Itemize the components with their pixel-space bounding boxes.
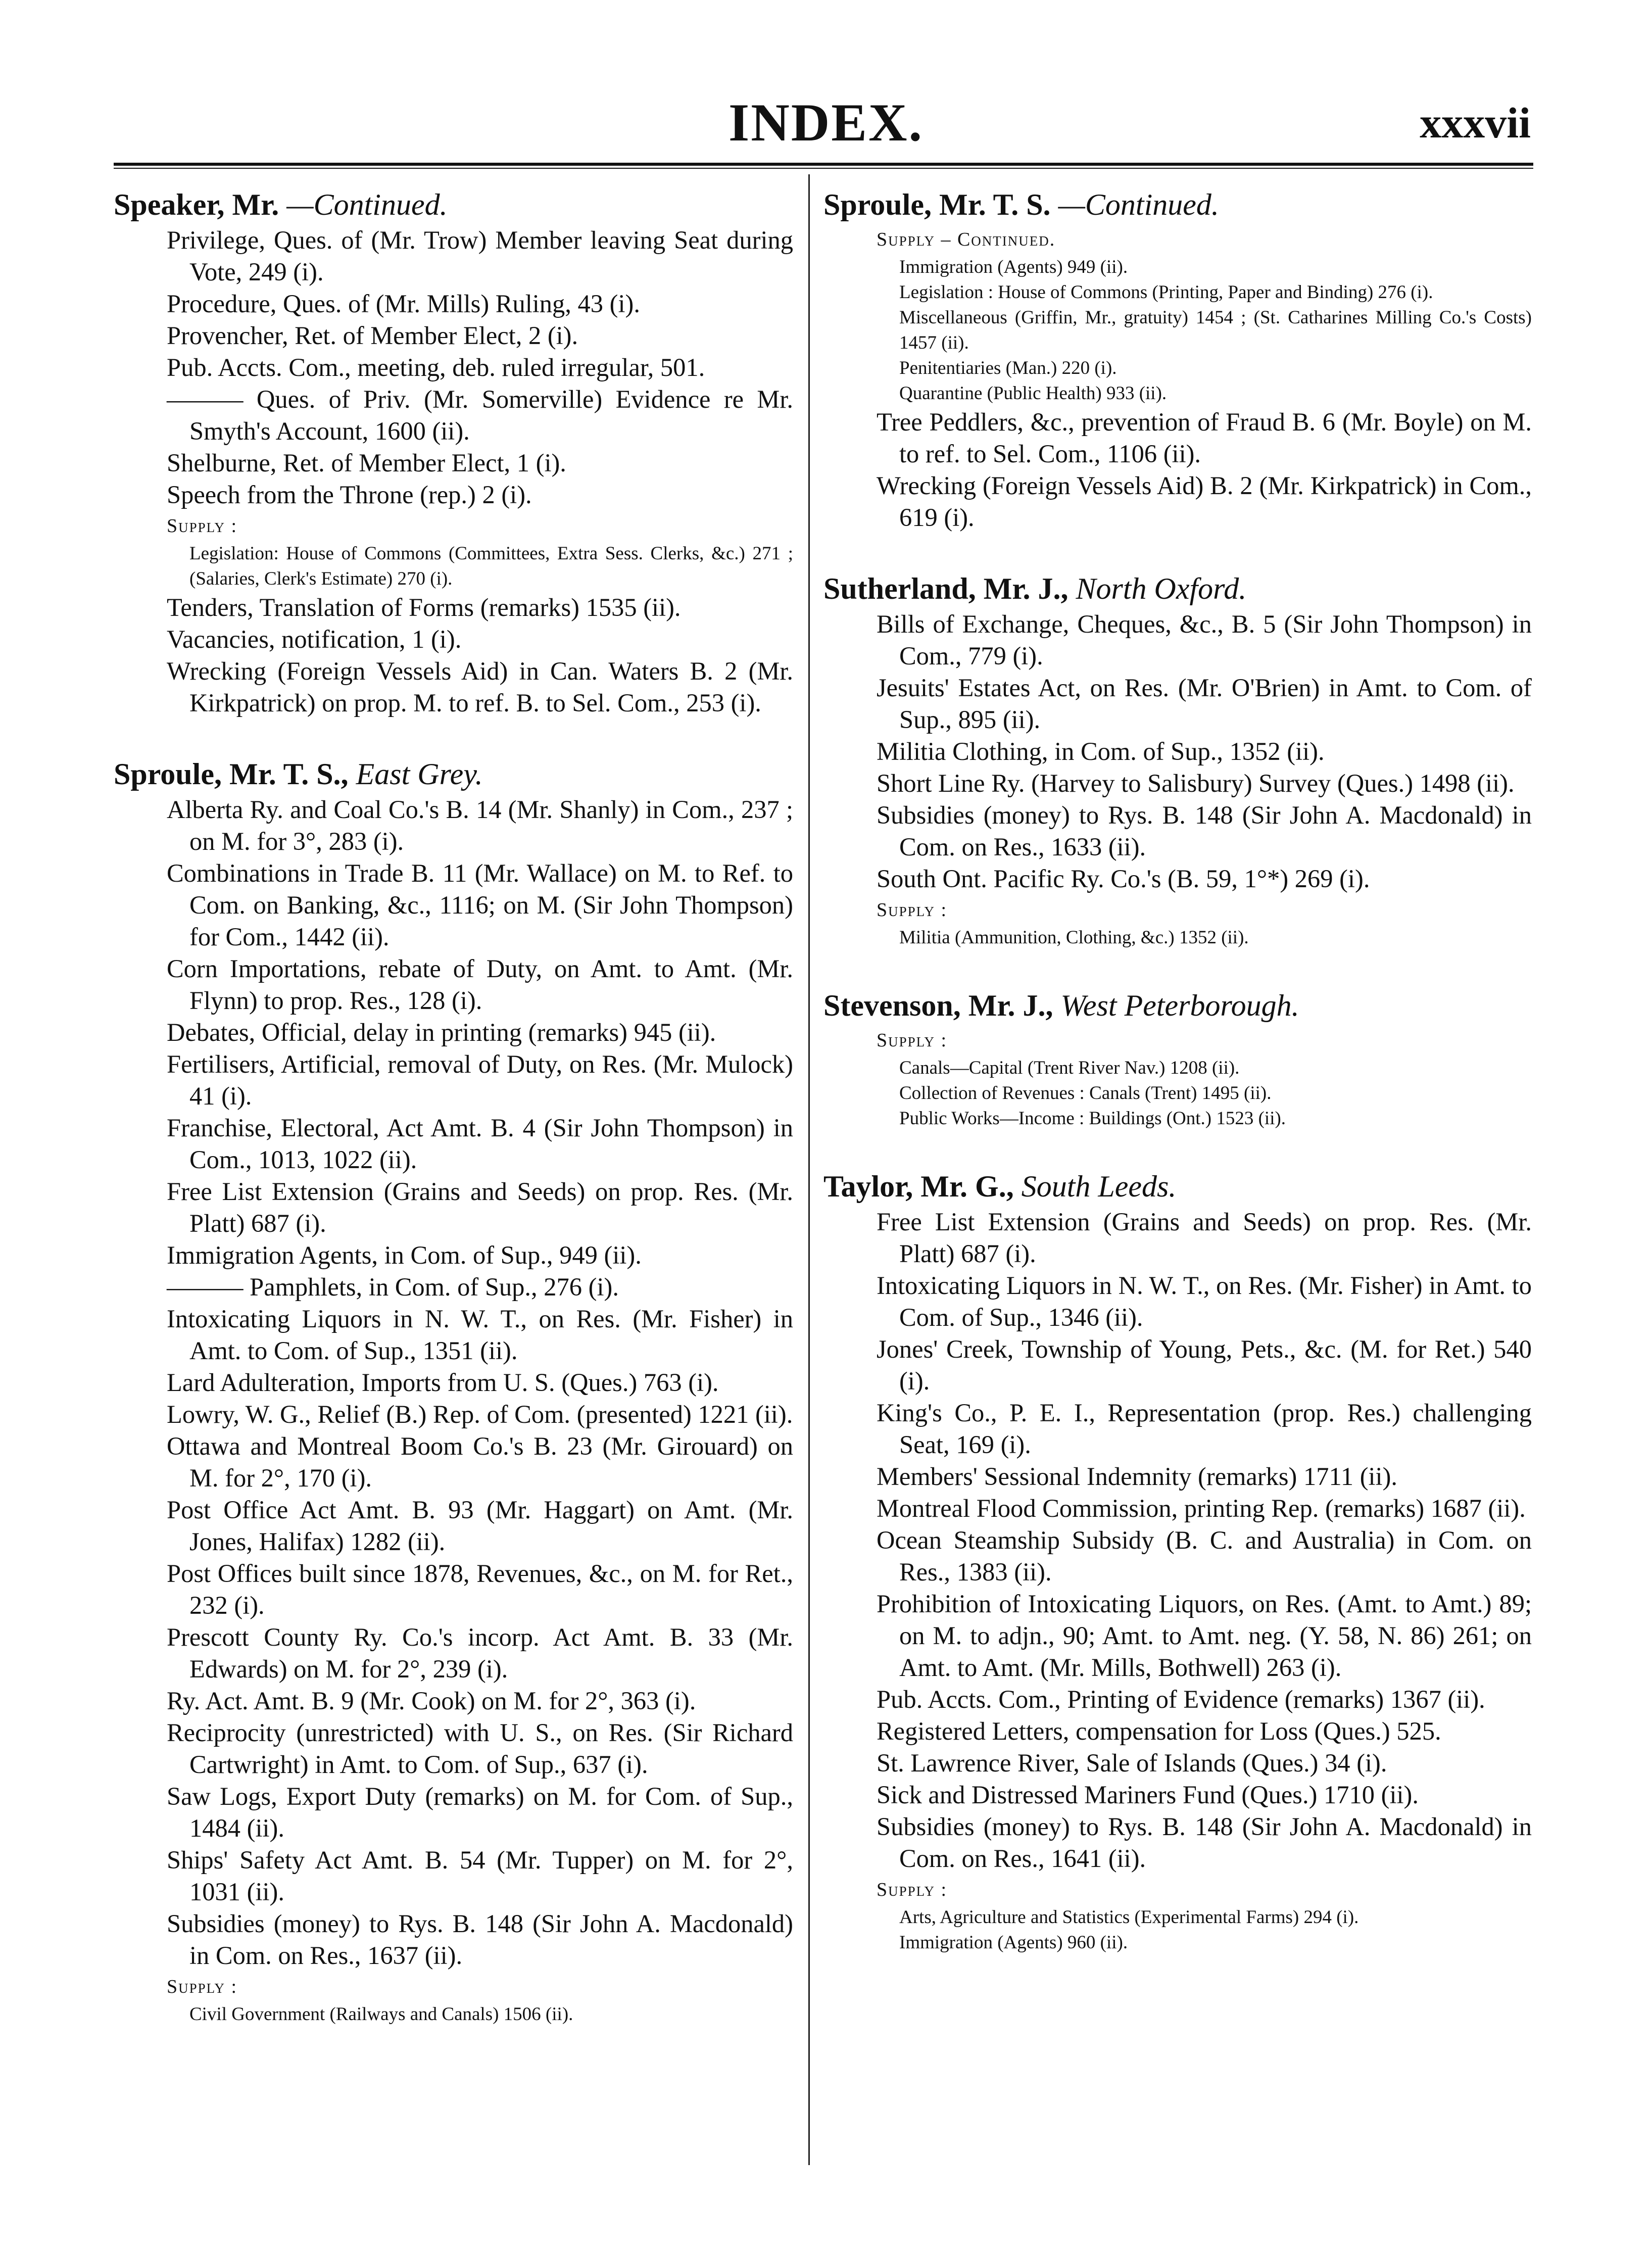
supply-entry: Canals—Capital (Trent River Nav.) 1208 (ii). [899,1058,1240,1078]
index-entry: Debates, Official, delay in printing (remarks) 945 (ii). [167,1018,716,1046]
index-entry: Alberta Ry. and Coal Co.'s B. 14 (Mr. Shanly) in Com., 237 ; on M. for 3°, 283 (i). [167,795,793,855]
index-section [823,185,1532,534]
index-entry: Subsidies (money) to Rys. B. 148 (Sir John A. Macdonald) in Com. on Res., 1641 (ii). [877,1812,1532,1873]
index-entry: Pub. Accts. Com., Printing of Evidence (remarks) 1367 (ii). [877,1685,1485,1713]
index-entry: Members' Sessional Indemnity (remarks) 1711 (ii). [877,1462,1398,1491]
supply-entry: Arts, Agriculture and Statistics (Experimental Farms) 294 (i). [899,1907,1359,1928]
index-entry: Free List Extension (Grains and Seeds) on prop. Res. (Mr. Platt) 687 (i). [167,1177,793,1237]
heading-name: Taylor, Mr. G., [823,1170,1014,1203]
index-entry: Ottawa and Montreal Boom Co.'s B. 23 (Mr. Girouard) on M. for 2°, 170 (i). [167,1432,793,1492]
page-title: INDEX. [728,93,924,152]
heading-name: Sproule, Mr. T. S., [114,757,349,791]
index-entry: Militia Clothing, in Com. of Sup., 1352 (ii). [877,737,1325,765]
index-entry: Lard Adulteration, Imports from U. S. (Ques.) 763 (i). [167,1368,719,1397]
index-entry: Combinations in Trade B. 11 (Mr. Wallace) on M. to Ref. to Com. on Banking, &c., 1116; on M. (Sir John Thompson) for Com., 1442 (ii). [167,859,793,951]
index-entry: Wrecking (Foreign Vessels Aid) in Can. Waters B. 2 (Mr. Kirkpatrick) on prop. M. to ref. B. to Sel. Com., 253 (i). [167,657,793,717]
index-entry: St. Lawrence River, Sale of Islands (Ques.) 34 (i). [877,1749,1387,1777]
index-section [114,185,793,719]
index-entry: Ocean Steamship Subsidy (B. C. and Australia) in Com. on Res., 1383 (ii). [877,1526,1532,1586]
right-column [823,182,1532,1991]
index-entry: Corn Importations, rebate of Duty, on Amt. to Amt. (Mr. Flynn) to prop. Res., 128 (i). [167,954,793,1015]
index-entry: Intoxicating Liquors in N. W. T., on Res. (Mr. Fisher) in Amt. to Com. of Sup., 1351 (ii). [167,1305,793,1365]
index-entry: Ry. Act. Amt. B. 9 (Mr. Cook) on M. for 2°, 363 (i). [167,1687,696,1715]
index-entry: Prescott County Ry. Co.'s incorp. Act Amt. B. 33 (Mr. Edwards) on M. for 2°, 239 (i). [167,1623,793,1683]
section-heading [114,185,793,224]
index-entry: Short Line Ry. (Harvey to Salisbury) Survey (Ques.) 1498 (ii). [877,769,1515,797]
supply-entry: Civil Government (Railways and Canals) 1506 (ii). [189,2004,573,2025]
index-entry: Reciprocity (unrestricted) with U. S., on Res. (Sir Richard Cartwright) in Amt. to Com. of Sup., 637 (i). [167,1718,793,1779]
index-entry: Wrecking (Foreign Vessels Aid) B. 2 (Mr. Kirkpatrick) in Com., 619 (i). [877,471,1532,532]
index-entry: Franchise, Electoral, Act Amt. B. 4 (Sir John Thompson) in Com., 1013, 1022 (ii). [167,1114,793,1174]
heading-suffix: South Leeds. [1013,1170,1177,1203]
index-entry: Sick and Distressed Mariners Fund (Ques.) 1710 (ii). [877,1781,1419,1809]
supply-label: Supply : [167,1976,238,1997]
index-entry: Registered Letters, compensation for Loss (Ques.) 525. [877,1717,1441,1745]
index-section [823,569,1532,950]
index-entry: Post Office Act Amt. B. 93 (Mr. Haggart) on Amt. (Mr. Jones, Halifax) 1282 (ii). [167,1496,793,1556]
index-entry: Lowry, W. G., Relief (B.) Rep. of Com. (presented) 1221 (ii). [167,1400,793,1428]
index-entry: Jesuits' Estates Act, on Res. (Mr. O'Brien) in Amt. to Com. of Sup., 895 (ii). [877,674,1532,734]
index-section [114,754,793,2027]
index-entry: Immigration Agents, in Com. of Sup., 949 (ii). [167,1241,642,1269]
section-heading [823,185,1532,224]
supply-label: Supply : [877,1030,948,1051]
index-entry: Bills of Exchange, Cheques, &c., B. 5 (Sir John Thompson) in Com., 779 (i). [877,610,1532,670]
index-entry: Saw Logs, Export Duty (remarks) on M. for Com. of Sup., 1484 (ii). [167,1782,793,1842]
supply-entry: Immigration (Agents) 949 (ii). [899,257,1128,277]
supply-entry: Legislation: House of Commons (Committees, Extra Sess. Clerks, &c.) 271 ; (Salaries, Clerk's Estimate) 270 (i). [189,543,793,589]
index-entry: Provencher, Ret. of Member Elect, 2 (i). [167,321,578,350]
index-entry: Procedure, Ques. of (Mr. Mills) Ruling, 43 (i). [167,290,640,318]
section-heading [823,1167,1532,1206]
section-heading [114,754,793,794]
supply-label: Supply : [877,1879,948,1900]
index-entry: Ships' Safety Act Amt. B. 54 (Mr. Tupper) on M. for 2°, 1031 (ii). [167,1846,793,1906]
page-number: xxxvii [1420,99,1531,147]
section-heading [823,986,1532,1025]
heading-name: Sutherland, Mr. J., [823,572,1068,605]
index-entry: Subsidies (money) to Rys. B. 148 (Sir John A. Macdonald) in Com. on Res., 1637 (ii). [167,1909,793,1970]
index-entry: Tenders, Translation of Forms (remarks) 1535 (ii). [167,593,681,621]
supply-entry: Public Works—Income : Buildings (Ont.) 1523 (ii). [899,1108,1286,1129]
index-entry: Post Offices built since 1878, Revenues, &c., on M. for Ret., 232 (i). [167,1559,793,1619]
section-heading [823,569,1532,608]
heading-name: Speaker, Mr. [114,188,279,221]
index-entry: Fertilisers, Artificial, removal of Duty, on Res. (Mr. Mulock) 41 (i). [167,1050,793,1110]
index-entry: Montreal Flood Commission, printing Rep. (remarks) 1687 (ii). [877,1494,1526,1522]
heading-suffix: —Continued. [1050,188,1219,221]
index-entry: Pub. Accts. Com., meeting, deb. ruled irregular, 501. [167,353,705,381]
heading-suffix: West Peterborough. [1053,989,1299,1022]
index-entry: ——— Pamphlets, in Com. of Sup., 276 (i). [167,1273,619,1301]
supply-label: Supply – Continued. [877,229,1056,250]
index-entry: Tree Peddlers, &c., prevention of Fraud B. 6 (Mr. Boyle) on M. to ref. to Sel. Com., 1106 (ii). [877,408,1532,468]
supply-entry: Miscellaneous (Griffin, Mr., gratuity) 1454 ; (St. Catharines Milling Co.'s Costs) 1457 (ii). [899,307,1532,353]
index-entry: Vacancies, notification, 1 (i). [167,625,462,653]
supply-entry: Quarantine (Public Health) 933 (ii). [899,383,1167,404]
supply-entry: Immigration (Agents) 960 (ii). [899,1932,1128,1953]
index-section [823,986,1532,1131]
heading-name: Sproule, Mr. T. S. [823,188,1051,221]
supply-entry: Legislation : House of Commons (Printing, Paper and Binding) 276 (i). [899,282,1433,303]
supply-label: Supply : [167,515,238,537]
heading-name: Stevenson, Mr. J., [823,989,1053,1022]
supply-label: Supply : [877,899,948,921]
index-entry: Jones' Creek, Township of Young, Pets., &c. (M. for Ret.) 540 (i). [877,1335,1532,1395]
header-rule [114,163,1533,169]
supply-entry: Collection of Revenues : Canals (Trent) 1495 (ii). [899,1083,1272,1104]
supply-entry: Militia (Ammunition, Clothing, &c.) 1352 (ii). [899,927,1249,948]
index-entry: Prohibition of Intoxicating Liquors, on Res. (Amt. to Amt.) 89; on M. to adjn., 90; Amt. to Amt. neg. (Y. 58, N. 86) 261; on Amt. to Amt. (Mr. Mills, Bothwell) 263 (i). [877,1590,1532,1682]
index-entry: ——— Ques. of Priv. (Mr. Somerville) Evidence re Mr. Smyth's Account, 1600 (ii). [167,385,793,445]
index-section [823,1167,1532,1955]
index-entry: Speech from the Throne (rep.) 2 (i). [167,481,532,509]
supply-entry: Penitentiaries (Man.) 220 (i). [899,358,1117,378]
index-entry: Privilege, Ques. of (Mr. Trow) Member leaving Seat during Vote, 249 (i). [167,226,793,286]
index-entry: Intoxicating Liquors in N. W. T., on Res. (Mr. Fisher) in Amt. to Com. of Sup., 1346 (ii). [877,1271,1532,1331]
index-entry: King's Co., P. E. I., Representation (prop. Res.) challenging Seat, 169 (i). [877,1399,1532,1459]
column-divider [808,174,810,2165]
index-entry: Subsidies (money) to Rys. B. 148 (Sir John A. Macdonald) in Com. on Res., 1633 (ii). [877,801,1532,861]
heading-suffix: East Grey. [348,757,483,791]
heading-suffix: North Oxford. [1068,572,1247,605]
left-column [114,182,793,2063]
index-entry: Free List Extension (Grains and Seeds) on prop. Res. (Mr. Platt) 687 (i). [877,1208,1532,1268]
index-entry: Shelburne, Ret. of Member Elect, 1 (i). [167,449,566,477]
index-entry: South Ont. Pacific Ry. Co.'s (B. 59, 1°*) 269 (i). [877,865,1370,893]
heading-suffix: —Continued. [279,188,448,221]
